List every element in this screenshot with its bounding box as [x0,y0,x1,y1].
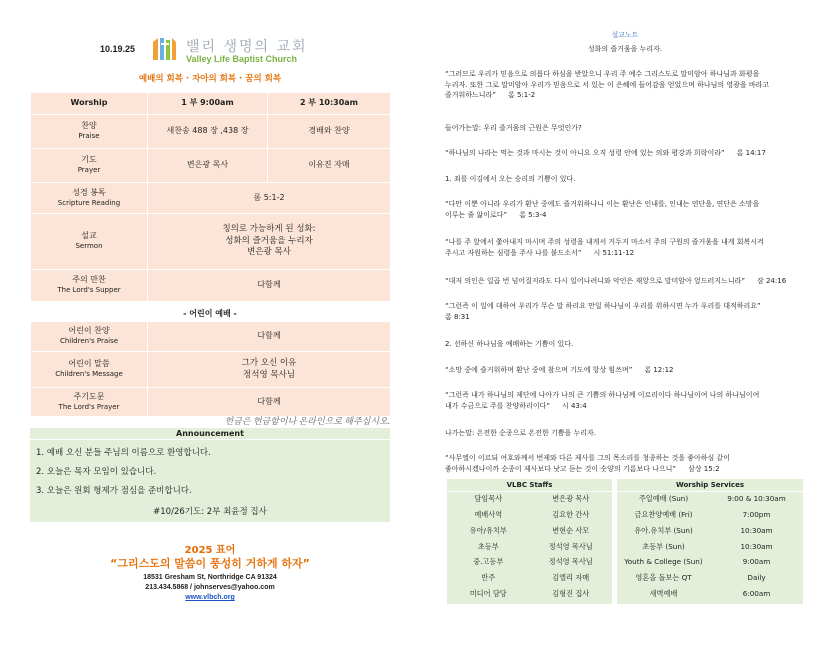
praise-label-en: Praise [78,132,100,141]
announcement-item: 3. 오늘은 원회 형제가 점심을 준비합니다. [36,486,192,496]
cell-text: 김엘리 자매 [552,572,590,582]
cell-text: 10:30am [740,541,773,551]
verse-text: “그런즉 내가 하나님의 제단에 나아가 나의 큰 기쁨의 하나님께 이르리이다 하나님이여 나의 하나님이여 내가 수금으로 주를 찬양하리이다” [445,391,760,410]
verse-paragraph [445,148,805,159]
scripture-label: 성경 봉독 [72,187,106,197]
children-message-label: 어린이 말씀 [68,359,110,369]
staff-row [447,539,612,555]
verse-paragraph [445,276,805,287]
scripture-ref: 롬 14:17 [736,149,766,157]
verse-text: “소망 중에 즐거워하며 환난 중에 참으며 기도에 항상 힘쓰며” [445,366,633,374]
children-praise-label-en: Children's Praise [59,337,119,346]
church-logo-icon [151,36,177,62]
cell-text: 김형진 집사 [552,588,590,598]
praise-first: 새찬송 488 장 ,438 장 [148,115,268,149]
notes-subtitle: 성화의 즐거움을 누리자. [587,45,663,53]
verse-text: “하나님의 나라는 먹는 것과 마시는 것이 아니요 오직 성령 안에 있는 의와 평강과 희락이라” [445,149,725,157]
services-title: Worship Services [617,479,803,492]
announcement-item: 1. 예배 오신 분들 주님의 이름으로 환영합니다. [36,448,211,458]
cell-text: 예배사역 [474,510,503,520]
contact: 213.434.5868 / johnserves@yahoo.com [145,584,275,591]
announcement-title: Announcement [30,428,390,440]
cell-text: 정석영 목사님 [548,541,593,551]
cell-text: 변은광 목사 [552,494,590,504]
children-praise-value: 다함께 [148,322,391,352]
offering-note: 헌금은 헌금함이나 온라인으로 해주십시오. [224,416,390,426]
prayer-first: 변은광 목사 [148,149,268,183]
service-row [617,539,803,555]
verse-paragraph [445,69,805,101]
cell-text: 초등부 (Sun) [642,541,685,551]
church-name-korean: 밸리 생명의 교회 [186,39,308,55]
cell-text: 정석영 목사님 [548,557,593,567]
children-worship-table [30,321,391,417]
cell-text: 중.고등부 [473,557,504,567]
year-motto-verse: “그리스도의 말씀이 풍성히 거하게 하자” [110,557,310,570]
cell-text: 6:00am [742,588,771,598]
point-heading: 1. 죄를 이김에서 오는 승리의 기쁨이 있다. [445,175,576,183]
announcement-item: 2. 오늘은 목자 모임이 있습니다. [36,467,157,477]
closing-statement: 나가는말: 온전한 순종으로 온전한 기쁨을 누리자. [445,429,596,437]
services-box [617,479,803,604]
worship-order-table [30,92,391,302]
sermon-title: 칭의로 가능하게 된 성화: [222,224,316,235]
header [100,36,390,66]
cell-text: 9:00am [742,557,771,567]
sermon-preacher: 변은광 목사 [247,247,291,258]
children-message-label-en: Children's Message [55,370,123,379]
scripture-ref: 시 51:11-12 [593,248,635,257]
cell-text: 9:00 & 10:30am [727,494,786,504]
children-praise-label: 어린이 찬양 [68,326,110,336]
cell-text: 주일예배 (Sun) [638,494,689,504]
sermon-label: 설교 [81,231,97,241]
verse-text: “나를 주 앞에서 쫓아내지 마시며 주의 성령을 내게서 거두지 마소서 주의 구원의 즐거움을 내게 회복시켜 주시고 자원하는 심령을 주사 나를 붙드소서” [445,238,764,257]
children-worship-title: - 어린이 예배 - [183,309,237,318]
year-motto-label: 2025 표어 [184,545,236,556]
verse-paragraph [445,365,805,376]
verse-paragraph [445,199,805,220]
cell-text: Daily [747,572,766,582]
cell-text: 영혼을 돌보는 QT [635,572,692,582]
praise-label: 찬양 [81,121,97,131]
scripture-ref: 롬 12:12 [644,366,674,374]
scripture-label-en: Scripture Reading [57,198,121,207]
scripture-ref: 시 43:4 [561,401,587,410]
staff-row [447,555,612,571]
verse-paragraph [445,237,805,258]
notes-title: 설교노트 [611,31,639,39]
cell-text: 초등부 [477,541,499,551]
service-row [617,586,803,602]
lords-prayer-value: 다함께 [148,388,391,417]
sermon-subtitle: 성화의 즐거움을 누리자 [225,235,313,246]
church-name-english: Valley Life Baptist Church [186,54,298,64]
verse-text: “다만 이뿐 아니라 우리가 환난 중에도 즐거워하나니 이는 환난은 인내를, 인내는 연단을, 연단은 소망을 이루는 줄 앎이로다” [445,200,760,219]
point-heading: 2. 선하신 하나님을 예배하는 기쁨이 있다. [445,340,574,348]
staffs-box [447,479,612,604]
header-second-service: 2 부 10:30am [268,93,391,115]
supper-label-en: The Lord's Supper [57,286,121,295]
lords-prayer-label-en: The Lord's Prayer [58,402,120,411]
scripture-ref: 롬 5:1-2 [507,91,536,99]
cell-text: 7:00pm [742,510,771,520]
scripture-ref: 잠 24:16 [756,277,787,285]
children-message-preacher: 정석영 목사님 [243,369,295,380]
motto: 예배의 회복 · 자아의 회복 · 꿈의 회복 [138,74,282,84]
announcement-list [30,440,390,503]
staff-row [447,523,612,539]
cell-text: 반주 [481,572,496,582]
service-row [617,492,803,508]
service-row [617,508,803,524]
staff-row [447,586,612,602]
staff-row [447,508,612,524]
children-message-title: 그가 오신 이유 [241,358,297,369]
prayer-label: 기도 [81,155,97,165]
header-worship: Worship [31,93,148,115]
supper-value: 다함께 [148,270,391,302]
cell-text: 유아.유치부 (Sun) [634,525,693,535]
header-first-service: 1 부 9:00am [148,93,268,115]
service-row [617,570,803,586]
cell-text: 담임목사 [474,494,503,504]
date: 10.19.25 [100,44,136,54]
lords-prayer-label: 주기도문 [73,391,105,401]
cell-text: Youth & College (Sun) [624,557,703,567]
prayer-second: 이유진 자매 [268,149,391,183]
cell-text: 변현순 사모 [552,525,590,535]
address: 18531 Gresham St, Northridge CA 91324 [143,574,277,581]
verse-paragraph [445,453,805,474]
website-link[interactable]: www.vlbch.org [185,594,235,601]
verse-text: “사무엘이 이르되 여호와께서 번제와 다른 제사를 그의 목소리를 청종하는 것을 좋아하심 같이 좋아하시겠나이까 순종이 제사보다 낫고 듣는 것이 숫양의 기름보다 나으니” [445,454,731,473]
scripture-ref: 삼상 15:2 [688,464,720,473]
intro-question: 들어가는말: 우리 즐거움의 근원은 무엇인가? [445,124,582,132]
verse-text: “대저 의인은 일곱 번 넘어질지라도 다시 일어나려니와 악인은 재앙으로 말미암아 엎드러지느니라” [445,277,745,285]
service-row [617,523,803,539]
cell-text: 김요한 간사 [552,510,590,520]
scripture-ref: 롬 5:3-4 [519,210,547,219]
scripture-reference: 롬 5:1-2 [148,183,391,214]
verse-text: “그러므로 우리가 믿음으로 의롭다 하심을 받았으니 우리 주 예수 그리스도로 말미암아 하나님과 화평을 누리자. 또한 그로 말미암아 우리가 믿음으로 서 있는 이 은혜에 들어감을 얻었으며 하나님의 영광을 바라고 즐거워하느니라” [445,70,770,99]
praise-second: 경배와 찬양 [268,115,391,149]
sermon-label-en: Sermon [75,242,103,251]
cell-text: 금요찬양예배 (Fri) [634,510,693,520]
supper-label: 주의 만찬 [72,275,106,285]
prayer-label-en: Prayer [77,166,101,175]
verse-paragraph [445,390,805,411]
announcement-box [30,428,390,522]
staff-row [447,492,612,508]
staffs-title: VLBC Staffs [447,479,612,492]
prayer-schedule: #10/26기도: 2부 최윤정 집사 [153,507,267,517]
cell-text: 새벽예배 [649,588,678,598]
service-row [617,555,803,571]
cell-text: 유아/유치부 [469,525,507,535]
staff-row [447,570,612,586]
cell-text: 10:30am [740,525,773,535]
cell-text: 미디어 담당 [469,588,507,598]
verse-paragraph: “그런즉 이 일에 대하여 우리가 무슨 말 하리요 만일 하나님이 우리를 위하시면 누가 우리를 대적하리요” 롬 8:31 [445,302,761,321]
